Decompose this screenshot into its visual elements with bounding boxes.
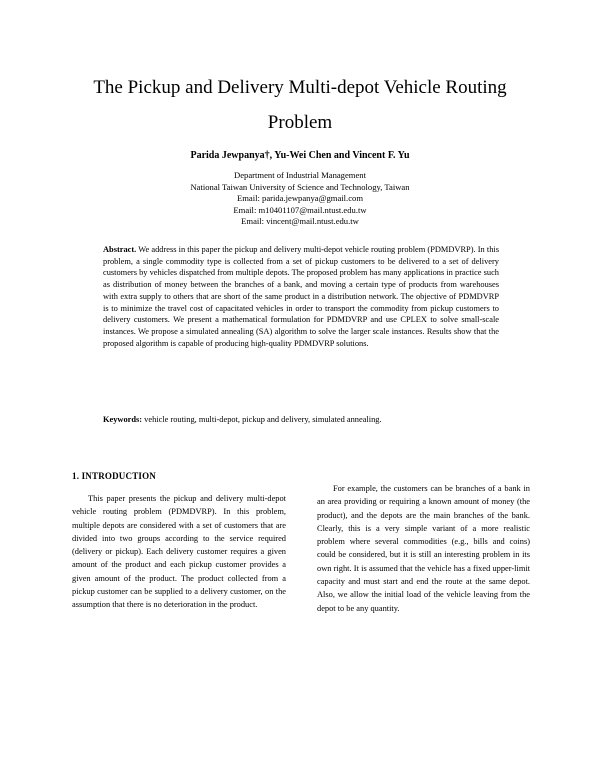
email-1: Email: parida.jewpanya@gmail.com [236, 193, 364, 203]
keywords-text: vehicle routing, multi-depot, pickup and delivery, simulated annealing. [144, 415, 382, 424]
email-2: Email: m10401107@mail.ntust.edu.tw [233, 204, 367, 215]
abstract-text: We address in this paper the pickup and delivery multi-depot vehicle routing problem (PDMDVRP). In this problem, a single commodity type is collected from a set of pickup customers to be delivered to a set of delivery customers by vehicles dispatched from multiple depots. The proposed problem has many applications in practice such as distribution of money between the branches of a bank, and moving a certain type of products from warehouses with extra supply to others that are short of the same product in a distribution network. The objective of PDMDVRP is to minimize the travel cost of capacitated vehicles in order to transport the commodity from pickup customers to delivery customers. We present a mathematical formulation for PDMDVRP and use CPLEX to solve small-scale instances. We propose a simulated annealing (SA) algorithm to solve the larger scale instances. Results show that the proposed algorithm is capable of producing high-quality PDMDVRP solutions. [103, 245, 499, 348]
section-heading: 1. INTRODUCTION [72, 471, 157, 481]
department: Department of Industrial Management [234, 170, 366, 180]
abstract-label: Abstract. [103, 245, 137, 254]
paper-title: The Pickup and Delivery Multi-depot Vehicle Routing Problem [93, 77, 507, 133]
abstract [103, 244, 499, 349]
keywords-label: Keywords: [103, 415, 143, 424]
university: National Taiwan University of Science and Technology, Taiwan [190, 181, 410, 192]
affiliation-block [60, 170, 540, 228]
email-3: Email: vincent@mail.ntust.edu.tw [241, 216, 359, 226]
keywords [103, 414, 499, 426]
intro-left-column: This paper presents the pickup and delivery multi-depot vehicle routing problem (PDMDVRP). In this problem, multiple depots are considered with a set of customers that are divided into two groups according to the service required (delivery or pickup). Each delivery customer requires a given amount of the product and each pickup customer provides a given amount of the product. The product collected from a pickup customer can be supplied to a delivery customer, on the assumption that there is no deterioration in the product. [72, 494, 286, 610]
author-list: Parida Jewpanya†, Yu-Wei Chen and Vincent F. Yu [190, 150, 410, 161]
intro-right-column: For example, the customers can be branches of a bank in an area providing or requiring a known amount of money (the product), and the depots are the main branches of the bank. Clearly, this is a very simple variant of a more realistic problem where several commodities (e.g., bills and coins) could be considered, but it is still an interesting problem in its own right. It is assumed that the vehicle has a fixed upper-limit capacity and must start and end the route at the same depot. Also, we allow the initial load of the vehicle leaving from the depot to be any quantity. [317, 484, 530, 613]
